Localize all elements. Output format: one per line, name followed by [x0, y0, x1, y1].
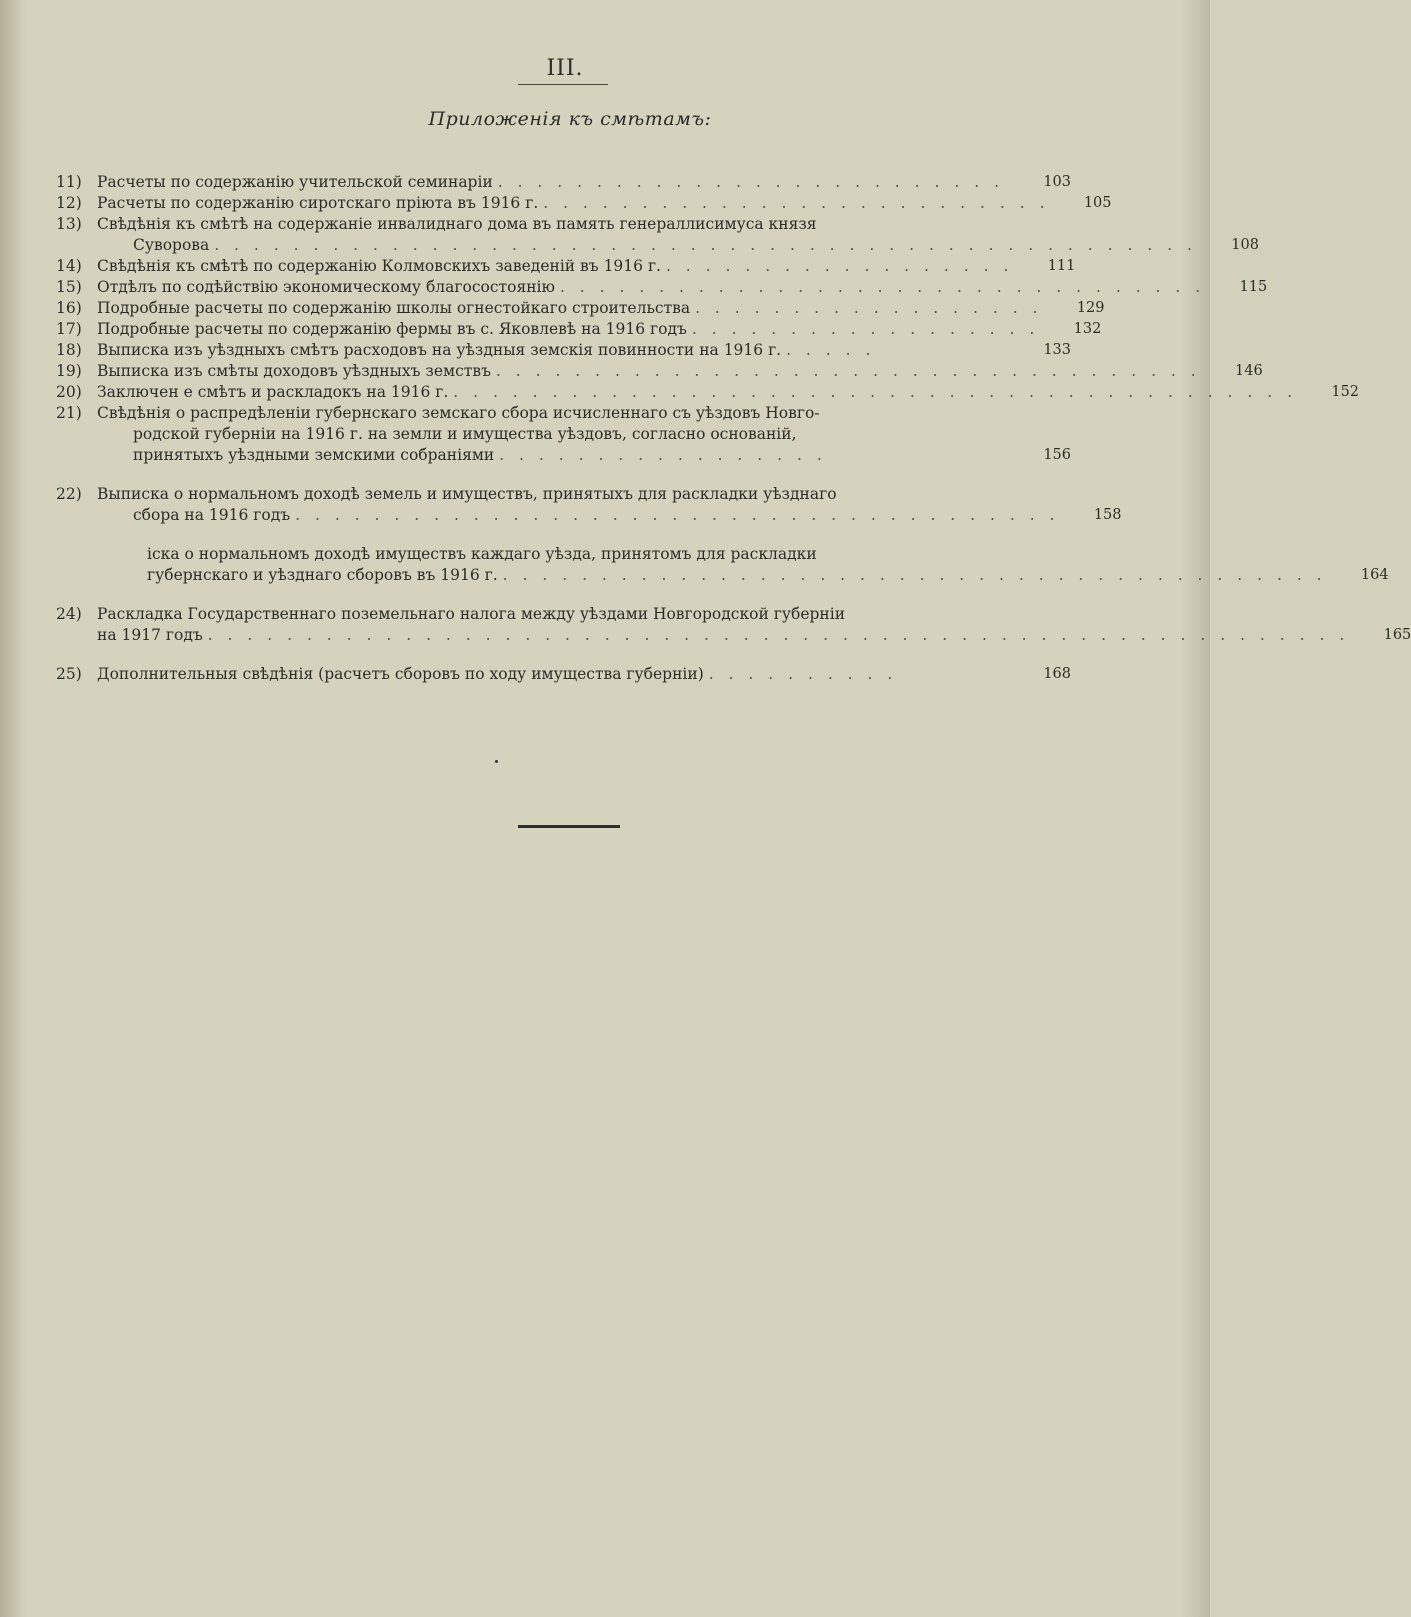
entry-line: іска о нормальномъ доходѣ имуществъ каждаго уѣзда, принятомъ для раскладки	[147, 545, 817, 563]
leader-dots: . . . . . . . . . . . . . . . . . . . . . . . . . . . . . . . . . . . .	[495, 362, 1201, 380]
page-heading: Приложенія къ смѣтамъ:	[428, 108, 712, 130]
toc-entry-18	[56, 340, 1071, 361]
entry-title	[97, 193, 1112, 214]
toc-entry-19	[56, 361, 1263, 382]
entry-line: Суворова	[133, 236, 210, 254]
entry-title	[97, 298, 1105, 319]
toc-entry-23	[56, 544, 1389, 586]
entry-number: 11)	[56, 173, 82, 191]
entry-number: 18)	[56, 341, 82, 359]
leader-dots: . . . . . . . . . .	[708, 665, 898, 683]
entry-title	[97, 361, 1263, 382]
end-rule	[518, 825, 620, 828]
entry-line: Раскладка Государственнаго поземельнаго налога между уѣздами Новгородской губерніи	[97, 605, 846, 623]
toc-entry-17	[56, 319, 1102, 340]
leader-dots: . . . . . . . . . . . . . . . . . . . . . . . . . .	[497, 173, 1004, 191]
entry-line: Свѣдѣнія къ смѣтѣ по содержанію Колмовскихъ заведеній въ 1916 г.	[97, 257, 661, 275]
leader-dots: . . . . . . . . . . . . . . . . . . . . . . . . . . . . . . . . . . . . . . . . . . .	[453, 383, 1298, 401]
spacer	[56, 466, 1071, 484]
entry-line: Подробные расчеты по содержанію школы огнестойкаго строительства	[97, 299, 691, 317]
entry-page: 129	[1076, 300, 1105, 316]
leader-dots: . . . . . . . . . . . . . . . . . . . . . . . . . . . . . . . . .	[559, 278, 1206, 296]
entry-title	[97, 403, 1071, 466]
leader-dots: . . . . . . . . . . . . . . . . . . . . . . . . . . . . . . . . . . . . . . . . . . . . . . . . . . . . . . . . . .	[207, 626, 1350, 644]
entry-page: 146	[1235, 363, 1263, 379]
entry-number	[56, 544, 97, 586]
entry-title	[97, 340, 1071, 361]
leader-dots: . . . . . . . . . . . . . . . . . . . . . . . . . .	[543, 194, 1050, 212]
ink-speck	[495, 760, 498, 763]
entry-page: 103	[1043, 174, 1071, 190]
entry-page: 105	[1083, 195, 1112, 211]
entry-line: родской губерніи на 1916 г. на земли и имущества уѣздовъ, согласно основаній,	[133, 425, 797, 443]
toc-entry-14	[56, 256, 1076, 277]
entry-page: 164	[1360, 567, 1389, 583]
table-of-contents	[56, 172, 1411, 685]
entry-page: 133	[1043, 342, 1071, 358]
entry-line: на 1917 годъ	[97, 626, 203, 644]
entry-page: 158	[1093, 507, 1122, 523]
leader-dots: . . . . . . . . . . . . . . . . . .	[691, 320, 1040, 338]
entry-number: 14)	[56, 257, 82, 275]
entry-line: сбора на 1916 годъ	[133, 506, 291, 524]
entry-number: 13)	[56, 215, 82, 233]
entry-page: 115	[1239, 279, 1268, 295]
entry-title	[97, 544, 1389, 586]
entry-page: 111	[1047, 258, 1076, 274]
toc-entry-25	[56, 664, 1071, 685]
entry-number: 21)	[56, 404, 82, 422]
entry-line: принятыхъ уѣздными земскими собраніями	[133, 446, 495, 464]
toc-entry-15	[56, 277, 1268, 298]
entry-line: Расчеты по содержанію сиротскаго пріюта въ 1916 г.	[97, 194, 539, 212]
spacer	[56, 586, 1071, 604]
entry-number: 15)	[56, 278, 82, 296]
entry-page: 132	[1073, 321, 1102, 337]
entry-line: Выписка изъ смѣты доходовъ уѣздныхъ земствъ	[97, 362, 491, 380]
entry-line: Заключен е смѣтъ и раскладокъ на 1916 г.	[97, 383, 449, 401]
entry-line: Расчеты по содержанію учительской семинаріи	[97, 173, 493, 191]
entry-number: 25)	[56, 665, 82, 683]
leader-dots: . . . . . . . . . . . . . . . . . . . . . . . . . . . . . . . . . . . . . . . . . .	[502, 566, 1327, 584]
toc-entry-24	[56, 604, 1411, 646]
leader-dots: . . . . . . . . . . . . . . . . . . . . . . . . . . . . . . . . . . . . . . .	[295, 506, 1060, 524]
leader-dots: . . . . . . . . . . . . . . . . .	[499, 446, 827, 464]
entry-page: 156	[1043, 447, 1071, 463]
entry-line: Подробные расчеты по содержанію фермы въ с. Яковлевѣ на 1916 годъ	[97, 320, 687, 338]
entry-page: 165	[1383, 627, 1411, 643]
toc-entry-12	[56, 193, 1112, 214]
leader-dots: . . . . . . . . . . . . . . . . . .	[695, 299, 1043, 317]
toc-entry-16	[56, 298, 1105, 319]
leader-dots: . . . . . . . . . . . . . . . . . .	[665, 257, 1014, 275]
entry-title	[97, 604, 1411, 646]
entry-title	[97, 256, 1075, 277]
entry-line: Свѣдѣнія къ смѣтѣ на содержаніе инвалиднаго дома въ память генераллисимуса князя	[97, 215, 817, 233]
spacer	[56, 646, 1071, 664]
toc-entry-11	[56, 172, 1071, 193]
entry-title	[97, 484, 1122, 526]
leader-dots: . . . . .	[786, 341, 876, 359]
toc-entry-22	[56, 484, 1122, 526]
entry-number: 16)	[56, 299, 82, 317]
entry-title	[97, 382, 1359, 403]
spacer	[56, 526, 1071, 544]
entry-title	[97, 214, 1259, 256]
entry-line: Выписка изъ уѣздныхъ смѣтъ расходовъ на уѣздныя земскія повинности на 1916 г.	[97, 341, 782, 359]
entry-title	[97, 172, 1071, 193]
toc-entry-20	[56, 382, 1360, 403]
toc-entry-21	[56, 403, 1071, 466]
entry-line: Дополнительныя свѣдѣнія (расчетъ сборовъ по ходу имущества губерніи)	[97, 665, 704, 683]
section-number: III.	[546, 56, 584, 81]
entry-line: губернскаго и уѣзднаго сборовъ въ 1916 г.	[147, 566, 498, 584]
section-rule	[518, 84, 608, 85]
entry-line: Свѣдѣнія о распредѣленіи губернскаго земскаго сбора исчисленнаго съ уѣздовъ Новго-	[97, 404, 820, 422]
leader-dots: . . . . . . . . . . . . . . . . . . . . . . . . . . . . . . . . . . . . . . . . . . . . . . . . . .	[214, 236, 1197, 254]
entry-number: 24)	[56, 605, 82, 623]
entry-page: 152	[1331, 384, 1360, 400]
entry-number: 19)	[56, 362, 82, 380]
entry-page: 168	[1043, 666, 1071, 682]
toc-entry-13	[56, 214, 1259, 256]
entry-title	[97, 319, 1101, 340]
entry-title	[97, 664, 1071, 685]
entry-title	[97, 277, 1267, 298]
entry-line: Отдѣлъ по содѣйствію экономическому благосостоянію	[97, 278, 555, 296]
entry-line: Выписка о нормальномъ доходѣ земель и имуществъ, принятыхъ для раскладки уѣзднаго	[97, 485, 837, 503]
entry-number: 12)	[56, 194, 82, 212]
entry-page: 108	[1231, 237, 1259, 253]
entry-number: 17)	[56, 320, 82, 338]
entry-number: 20)	[56, 383, 82, 401]
entry-number: 22)	[56, 485, 82, 503]
